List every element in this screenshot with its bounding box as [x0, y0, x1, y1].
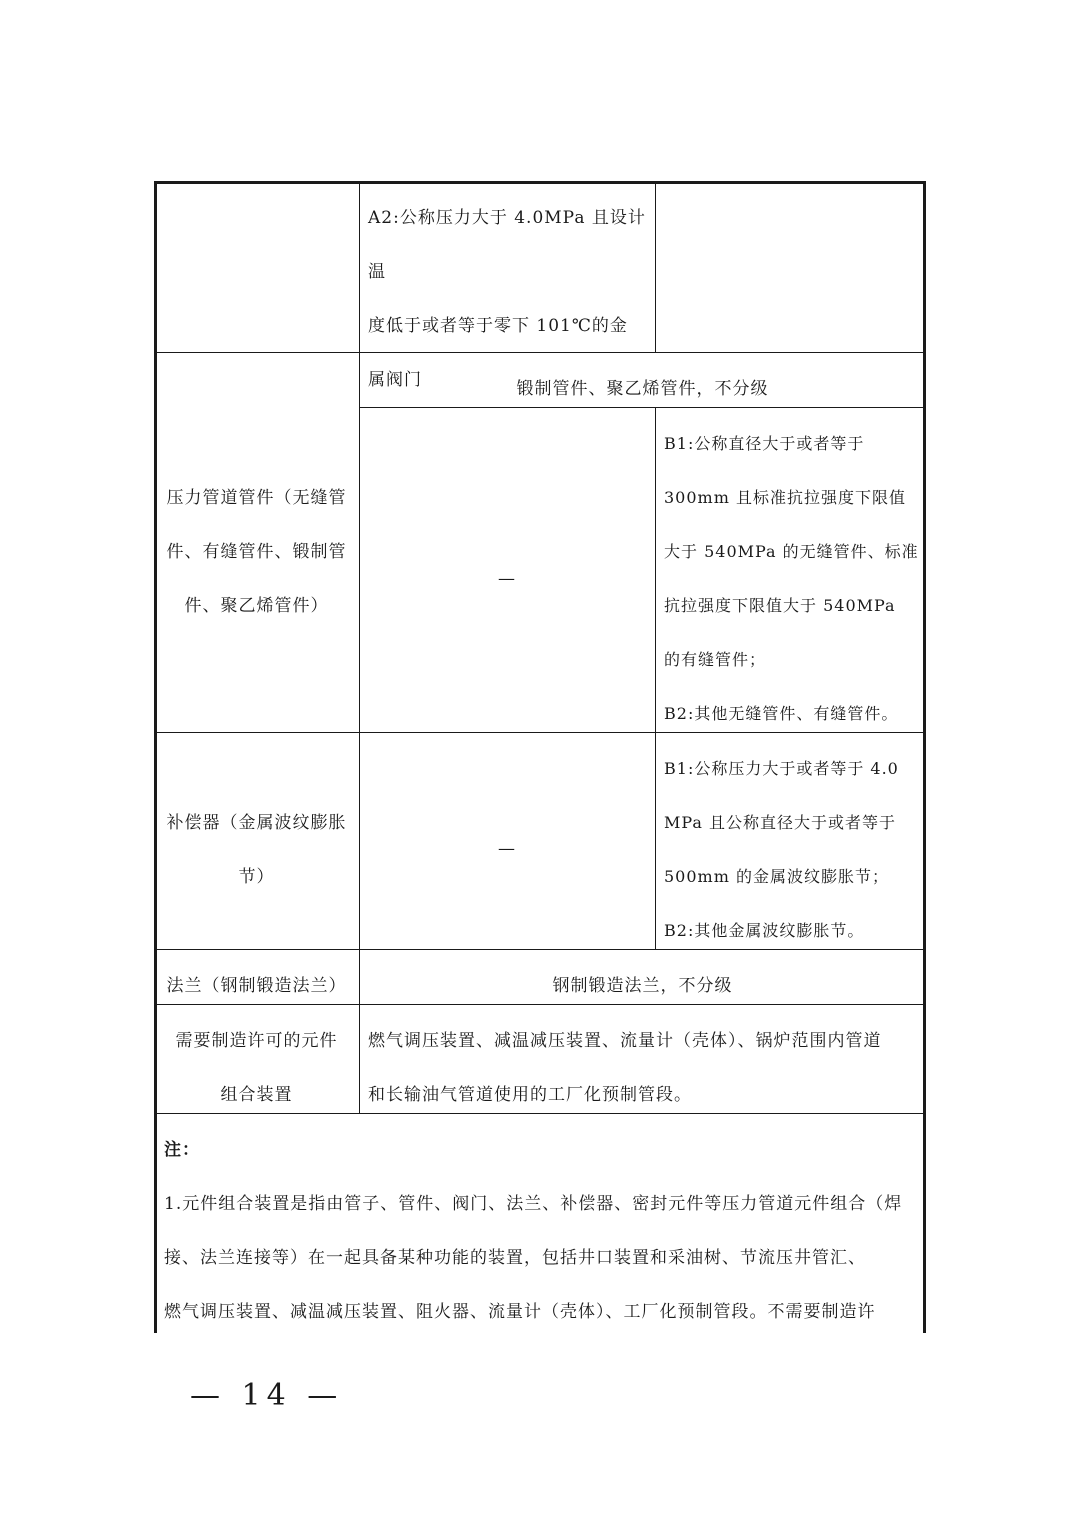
cell-line: 组合装置 — [220, 1085, 293, 1105]
note-cell — [164, 1123, 920, 1339]
table-border-right — [923, 181, 926, 1333]
cell-line: MPa 且公称直径大于或者等于 — [664, 813, 897, 832]
note-line: 1.元件组合装置是指由管子、管件、阀门、法兰、补偿器、密封元件等压力管道元件组合（焊 — [164, 1194, 903, 1214]
cell-line: 法兰（钢制锻造法兰） — [166, 976, 347, 996]
note-title: 注： — [164, 1140, 200, 1160]
table-border-top — [154, 181, 926, 184]
cell-line: A2:公称压力大于 4.0MPa 且设计温 — [368, 208, 646, 282]
cell-line: 补偿器（金属波纹膨胀 — [166, 813, 347, 833]
compensator-b-grade-cell — [664, 742, 922, 958]
cell-line: 大于 540MPa 的无缝管件、标准 — [664, 542, 919, 561]
cell-line: 500mm 的金属波纹膨胀节； — [664, 867, 889, 886]
fittings-label-cell — [154, 471, 359, 633]
col-divider — [655, 407, 656, 949]
assembly-value-cell — [368, 1014, 924, 1122]
cell-line: 节） — [238, 867, 275, 887]
compensator-label-cell — [154, 796, 359, 904]
col-divider — [359, 181, 360, 352]
flange-label-cell — [154, 959, 359, 1013]
cell-line: B2:其他无缝管件、有缝管件。 — [664, 704, 899, 723]
compensator-a-grade-cell — [359, 822, 655, 876]
note-line: 接、法兰连接等）在一起具备某种功能的装置，包括井口装置和采油树、节流压井管汇、 — [164, 1248, 866, 1268]
cell-line: 属阀门 — [368, 370, 422, 390]
cell-line: 的有缝管件； — [664, 650, 767, 669]
empty-dash: — — [498, 839, 516, 859]
fittings-b-grade-cell — [664, 417, 922, 741]
empty-dash: — — [498, 569, 516, 589]
cell-line: 需要制造许可的元件 — [175, 1031, 338, 1051]
table-border-left — [154, 181, 157, 1333]
cell-line: B1:公称直径大于或者等于 — [664, 434, 865, 453]
flange-value-cell — [359, 959, 926, 1013]
cell-line: 抗拉强度下限值大于 540MPa — [664, 596, 896, 615]
cell-line: 度低于或者等于零下 101℃的金 — [368, 316, 628, 336]
note-line: 燃气调压装置、减温减压装置、阻火器、流量计（壳体）、工厂化预制管段。不需要制造许 — [164, 1302, 876, 1322]
cell-line: 300mm 且标准抗拉强度下限值 — [664, 488, 906, 507]
cell-line: 和长输油气管道使用的工厂化预制管段。 — [368, 1085, 692, 1105]
cell-line: 件、有缝管件、锻制管 — [166, 542, 347, 562]
cell-line: B2:其他金属波纹膨胀节。 — [664, 921, 865, 940]
cell-line: 钢制锻造法兰，不分级 — [552, 976, 733, 996]
cell-line: 件、聚乙烯管件） — [184, 596, 329, 616]
assembly-label-cell — [154, 1014, 359, 1122]
cell-line: 锻制管件、聚乙烯管件，不分级 — [516, 379, 769, 399]
page-number: — 14 — — [190, 1378, 344, 1413]
cell-line: 燃气调压装置、减温减压装置、流量计（壳体）、锅炉范围内管道 — [368, 1031, 882, 1051]
fittings-header-cell — [359, 362, 926, 416]
classification-table — [154, 181, 926, 1333]
cell-line: B1:公称压力大于或者等于 4.0 — [664, 759, 899, 778]
cell-line: 压力管道管件（无缝管 — [166, 488, 347, 508]
col-divider — [655, 181, 656, 352]
fittings-a-grade-cell — [359, 552, 655, 606]
